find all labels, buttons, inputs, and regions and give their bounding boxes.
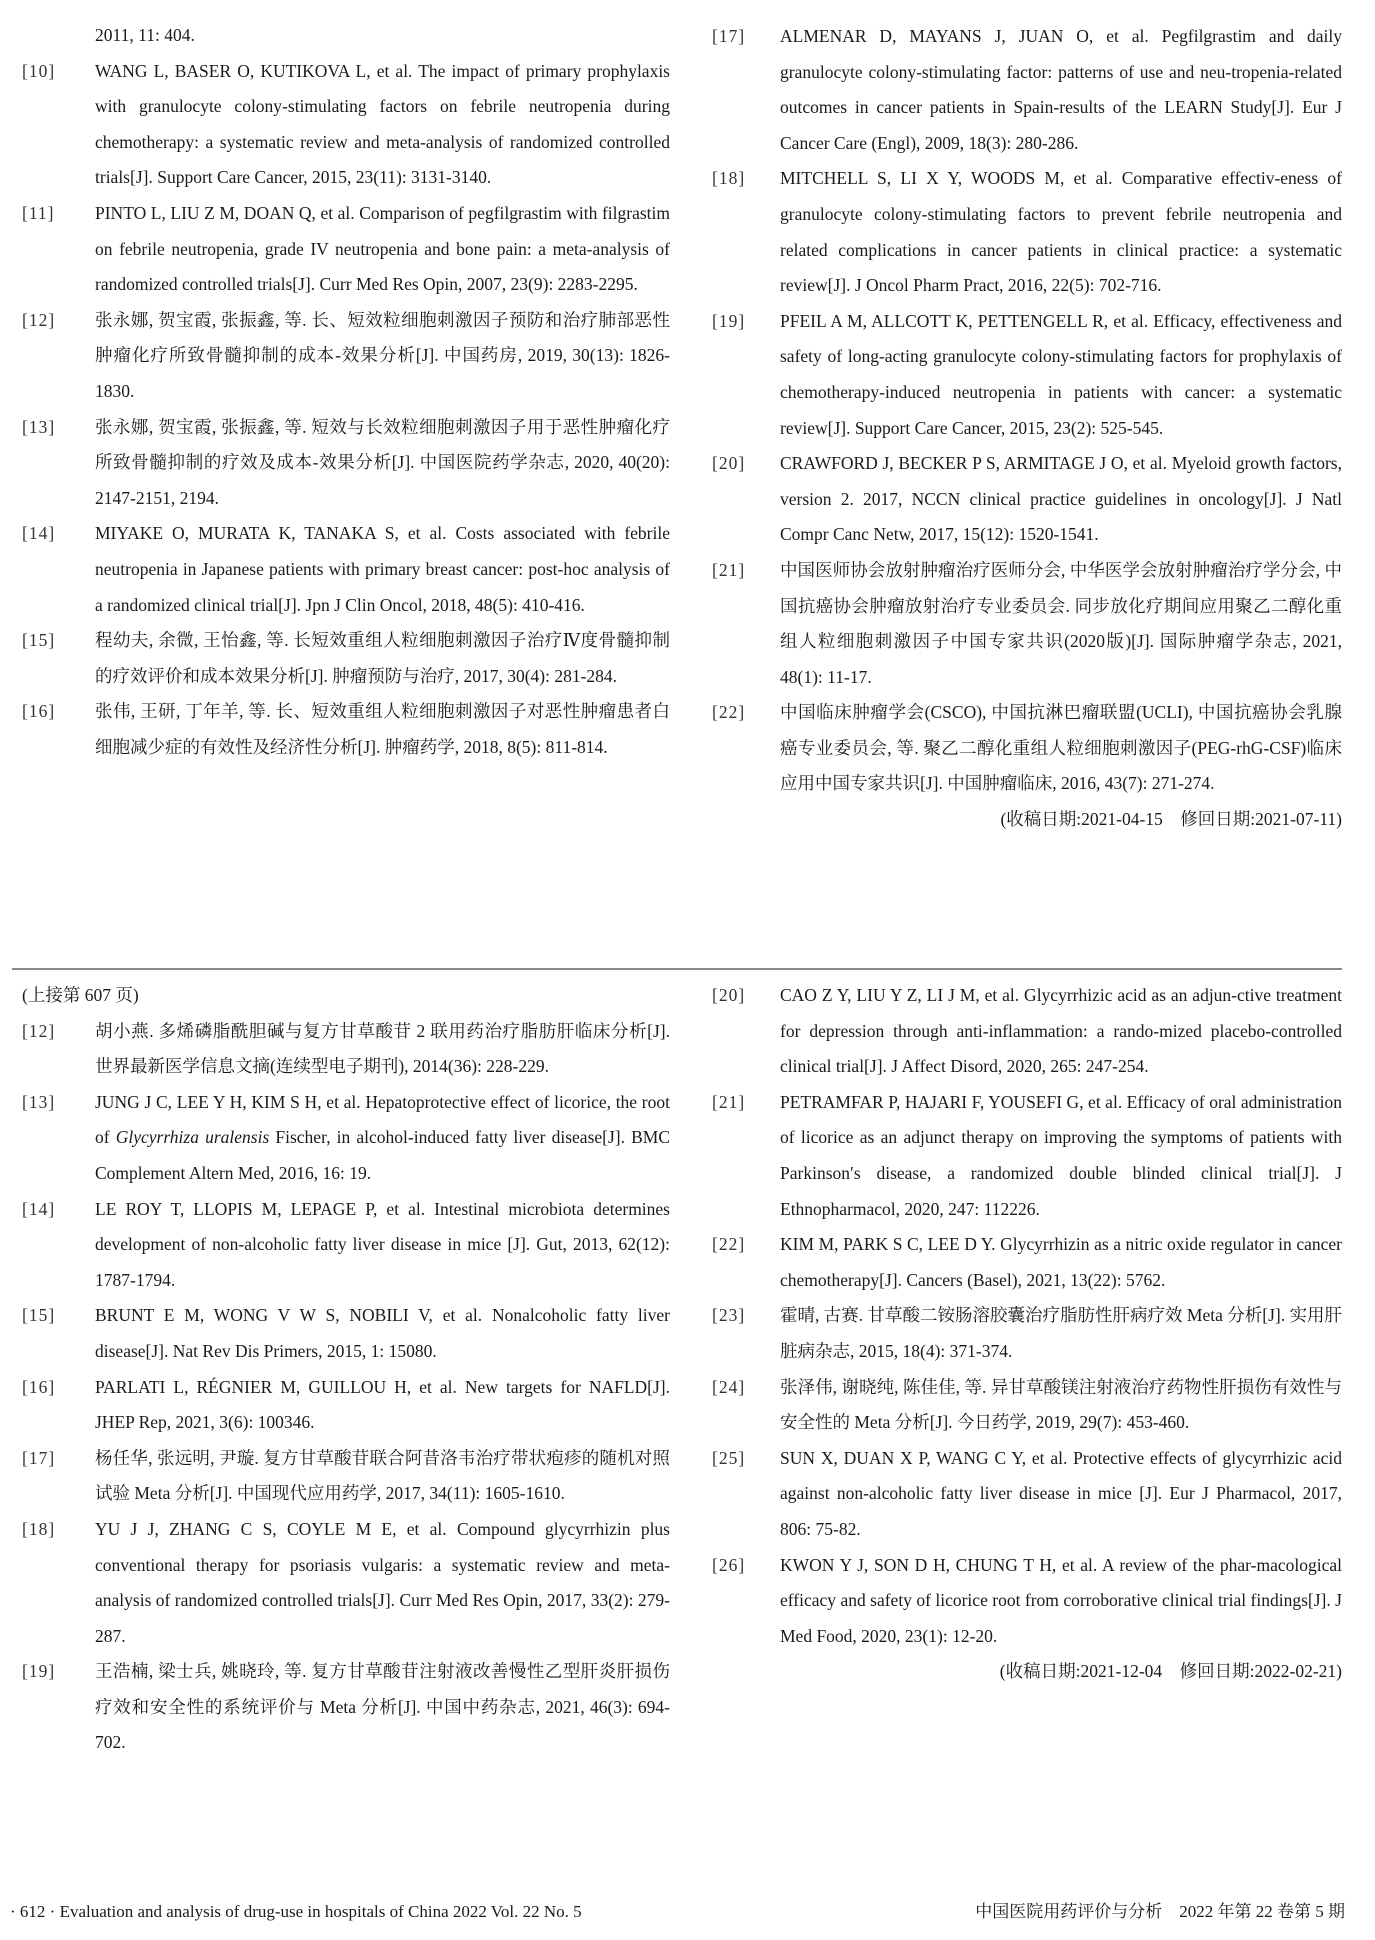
reference-text: PARLATI L, RÉGNIER M, GUILLOU H, et al. New targets for NAFLD[J]. JHEP Rep, 2021, 3(6): 100346. bbox=[95, 1376, 670, 1433]
reference-item bbox=[22, 694, 670, 765]
reference-item bbox=[712, 553, 1342, 695]
reference-text: 张伟, 王研, 丁年羊, 等. 长、短效重组人粒细胞刺激因子对恶性肿瘤患者白细胞减少症的有效性及经济性分析[J]. 肿瘤药学, 2018, 8(5): 811-814. bbox=[95, 701, 670, 757]
reference-item bbox=[712, 695, 1342, 802]
references-top-right-column bbox=[712, 19, 1342, 838]
reference-number: [13] bbox=[22, 416, 56, 437]
reference-text: 杨任华, 张远明, 尹璇. 复方甘草酸苷联合阿昔洛韦治疗带状疱疹的随机对照试验 Meta 分析[J]. 中国现代应用药学, 2017, 34(11): 1605-1610. bbox=[95, 1447, 670, 1504]
reference-text: 张永娜, 贺宝霞, 张振鑫, 等. 短效与长效粒细胞刺激因子用于恶性肿瘤化疗所致骨髓抑制的疗效及成本-效果分析[J]. 中国医院药学杂志, 2020, 40(20): 2147-2151, 2194. bbox=[95, 416, 670, 508]
reference-text: CAO Z Y, LIU Y Z, LI J M, et al. Glycyrrhizic acid as an adjun-ctive treatment for depression through anti-inflammation: a rando-mized placebo-controlled clinical trial[J]. J Affect Disord, 2020, 265: 247-254. bbox=[780, 985, 1342, 1077]
reference-number: [19] bbox=[22, 1661, 56, 1682]
reference-text bbox=[95, 1085, 670, 1192]
received-date-note: (收稿日期:2021-04-15 修回日期:2021-07-11) bbox=[1000, 809, 1342, 830]
reference-item bbox=[712, 19, 1342, 161]
reference-item bbox=[22, 1512, 670, 1654]
reference-number: [25] bbox=[712, 1447, 746, 1468]
reference-number: [19] bbox=[712, 310, 746, 331]
reference-text-part: Fischer, in alcohol-induced fatty liver disease[J]. BMC Complement Altern Med, 2016, 16: 19. bbox=[95, 1127, 670, 1183]
reference-number: [16] bbox=[22, 1376, 56, 1397]
reference-text: YU J J, ZHANG C S, COYLE M E, et al. Compound glycyrrhizin plus conventional therapy for psoriasis vulgaris: a systematic review and meta-analysis of randomized controlled trials[J]. Curr Med Res Opin, 2017, 33(2): 279-287. bbox=[95, 1518, 670, 1646]
references-bottom-left-column bbox=[22, 978, 670, 1761]
reference-text: KWON Y J, SON D H, CHUNG T H, et al. A review of the phar-macological efficacy and safety of licorice root from corroborative clinical trial findings[J]. J Med Food, 2020, 23(1): 12-20. bbox=[780, 1554, 1342, 1646]
reference-item bbox=[22, 196, 670, 303]
reference-text: PINTO L, LIU Z M, DOAN Q, et al. Comparison of pegfilgrastim with filgrastim on febrile neutropenia, grade IV neutropenia and bone pain: a meta-analysis of randomized controlled trials[J]. Curr Med Res Opin, 2007, 23(9): 2283-2295. bbox=[95, 202, 670, 295]
section-divider bbox=[12, 968, 1342, 970]
reference-item bbox=[22, 623, 670, 694]
reference-item bbox=[22, 1370, 670, 1441]
received-date-note: (收稿日期:2021-12-04 修回日期:2022-02-21) bbox=[999, 1661, 1342, 1682]
reference-number: [20] bbox=[712, 985, 746, 1005]
reference-text: SUN X, DUAN X P, WANG C Y, et al. Protective effects of glycyrrhizic acid against non-alcoholic fatty liver disease in mice [J]. Eur J Pharmacol, 2017, 806: 75-82. bbox=[780, 1447, 1342, 1539]
reference-item bbox=[22, 1441, 670, 1512]
reference-number: [20] bbox=[712, 453, 746, 474]
reference-text: 中国医师协会放射肿瘤治疗医师分会, 中华医学会放射肿瘤治疗学分会, 中国抗癌协会肿瘤放射治疗专业委员会. 同步放化疗期间应用聚乙二醇化重组人粒细胞刺激因子中国专家共识(2020版)[J]. 国际肿瘤学杂志, 2021, 48(1): 11-17. bbox=[780, 559, 1342, 687]
reference-text: PETRAMFAR P, HAJARI F, YOUSEFI G, et al. Efficacy of oral administration of licorice as an adjunct therapy on improving the symptoms of patients with Parkinson′s disease, a randomized double blinded clinical trial[J]. J Ethnopharmacol, 2020, 247: 112226. bbox=[780, 1091, 1342, 1219]
reference-text: MIYAKE O, MURATA K, TANAKA S, et al. Costs associated with febrile neutropenia in Japanese patients with primary breast cancer: post-hoc analysis of a randomized clinical trial[J]. Jpn J Clin Oncol, 2018, 48(5): 410-416. bbox=[95, 523, 670, 615]
reference-item bbox=[712, 161, 1342, 303]
reference-number: [22] bbox=[712, 702, 746, 723]
reference-item bbox=[22, 303, 670, 410]
reference-item bbox=[22, 1014, 670, 1085]
reference-item bbox=[22, 516, 670, 623]
references-bottom-right-column bbox=[712, 978, 1342, 1690]
reference-number: [12] bbox=[22, 309, 56, 330]
footer-chinese-journal-info: 中国医院用药评价与分析 2022 年第 22 卷第 5 期 bbox=[975, 1902, 1345, 1921]
reference-item bbox=[22, 410, 670, 517]
reference-number: [26] bbox=[712, 1554, 746, 1575]
reference-continuation: 2011, 11: 404. bbox=[95, 25, 195, 45]
reference-text-part: JUNG J C, LEE Y H, KIM S H, et al. Hepatoprotective effect of licorice, the root of bbox=[95, 1091, 670, 1148]
reference-text: LE ROY T, LLOPIS M, LEPAGE P, et al. Intestinal microbiota determines development of non-alcoholic fatty liver disease in mice [J]. Gut, 2013, 62(12): 1787-1794. bbox=[95, 1198, 670, 1290]
reference-item bbox=[712, 446, 1342, 553]
reference-text: KIM M, PARK S C, LEE D Y. Glycyrrhizin as a nitric oxide regulator in cancer chemotherapy[J]. Cancers (Basel), 2021, 13(22): 5762. bbox=[780, 1234, 1342, 1290]
reference-item bbox=[22, 1192, 670, 1299]
species-name-italic: Glycyrrhiza uralensis bbox=[115, 1127, 270, 1148]
footer-english-journal-info: · 612 · Evaluation and analysis of drug-use in hospitals of China 2022 Vol. 22 No. 5 bbox=[10, 1902, 582, 1921]
reference-number: [24] bbox=[712, 1376, 746, 1397]
reference-item bbox=[22, 1654, 670, 1761]
reference-item bbox=[712, 304, 1342, 446]
reference-number: [18] bbox=[22, 1518, 56, 1539]
reference-number: [21] bbox=[712, 559, 746, 580]
reference-text: 程幼夫, 余微, 王怡鑫, 等. 长短效重组人粒细胞刺激因子治疗Ⅳ度骨髓抑制的疗效评价和成本效果分析[J]. 肿瘤预防与治疗, 2017, 30(4): 281-284. bbox=[95, 630, 670, 686]
reference-text: ALMENAR D, MAYANS J, JUAN O, et al. Pegfilgrastim and daily granulocyte colony-stimulating factor: patterns of use and neu-tropenia-related outcomes in cancer patients in Spain-results of the LEARN Study[J]. Eur J Cancer Care (Engl), 2009, 18(3): 280-286. bbox=[780, 26, 1342, 153]
reference-text: 中国临床肿瘤学会(CSCO), 中国抗淋巴瘤联盟(UCLI), 中国抗癌协会乳腺癌专业委员会, 等. 聚乙二醇化重组人粒细胞刺激因子(PEG-rhG-CSF)临床应用中国专家共识[J]. 中国肿瘤临床, 2016, 43(7): 271-274. bbox=[780, 702, 1342, 794]
reference-item bbox=[712, 1370, 1342, 1441]
reference-item bbox=[712, 1085, 1342, 1227]
reference-number: [17] bbox=[22, 1447, 56, 1468]
reference-number: [18] bbox=[712, 168, 746, 189]
reference-text: MITCHELL S, LI X Y, WOODS M, et al. Comparative effectiv-eness of granulocyte colony-stimulating factors to prevent febrile neutropenia and related complications in cancer patients in clinical practice: a systematic review[J]. J Oncol Pharm Pract, 2016, 22(5): 702-716. bbox=[780, 168, 1342, 296]
reference-item bbox=[22, 1085, 670, 1192]
reference-number: [15] bbox=[22, 1305, 56, 1326]
reference-text: 胡小燕. 多烯磷脂酰胆碱与复方甘草酸苷 2 联用药治疗脂肪肝临床分析[J]. 世界最新医学信息文摘(连续型电子期刊), 2014(36): 228-229. bbox=[95, 1020, 670, 1077]
reference-number: [15] bbox=[22, 630, 56, 651]
reference-number: [10] bbox=[22, 60, 56, 81]
reference-text: PFEIL A M, ALLCOTT K, PETTENGELL R, et al. Efficacy, effectiveness and safety of long-acting granulocyte colony-stimulating factors for prophylaxis of chemotherapy-induced neutropenia in patients with cancer: a systematic review[J]. Support Care Cancer, 2015, 23(2): 525-545. bbox=[780, 310, 1342, 438]
reference-number: [13] bbox=[22, 1091, 56, 1112]
reference-number: [14] bbox=[22, 523, 56, 544]
reference-number: [17] bbox=[712, 26, 746, 46]
references-top-left-column bbox=[22, 18, 670, 765]
reference-text: 王浩楠, 梁士兵, 姚晓玲, 等. 复方甘草酸苷注射液改善慢性乙型肝炎肝损伤疗效和安全性的系统评价与 Meta 分析[J]. 中国中药杂志, 2021, 46(3): 694-702. bbox=[95, 1661, 670, 1753]
reference-item bbox=[712, 1227, 1342, 1298]
reference-item bbox=[712, 1298, 1342, 1369]
reference-number: [14] bbox=[22, 1198, 56, 1219]
reference-item bbox=[712, 1548, 1342, 1655]
reference-text: BRUNT E M, WONG V W S, NOBILI V, et al. Nonalcoholic fatty liver disease[J]. Nat Rev Dis Primers, 2015, 1: 15080. bbox=[95, 1305, 670, 1361]
reference-item bbox=[22, 1298, 670, 1369]
reference-number: [21] bbox=[712, 1091, 746, 1112]
reference-number: [11] bbox=[22, 202, 55, 223]
reference-text: 张永娜, 贺宝霞, 张振鑫, 等. 长、短效粒细胞刺激因子预防和治疗肺部恶性肿瘤化疗所致骨髓抑制的成本-效果分析[J]. 中国药房, 2019, 30(13): 1826-1830. bbox=[95, 309, 670, 401]
reference-number: [23] bbox=[712, 1305, 746, 1326]
continued-from-note: (上接第 607 页) bbox=[22, 985, 139, 1005]
reference-text: WANG L, BASER O, KUTIKOVA L, et al. The impact of primary prophylaxis with granulocyte colony-stimulating factors on febrile neutropenia during chemotherapy: a systematic review and meta-analysis of randomized controlled trials[J]. Support Care Cancer, 2015, 23(11): 3131-3140. bbox=[95, 60, 670, 188]
reference-item bbox=[712, 1441, 1342, 1548]
reference-item bbox=[22, 54, 670, 196]
reference-text: CRAWFORD J, BECKER P S, ARMITAGE J O, et al. Myeloid growth factors, version 2. 2017, NCCN clinical practice guidelines in oncology[J]. J Natl Compr Canc Netw, 2017, 15(12): 1520-1541. bbox=[780, 453, 1342, 545]
reference-text: 张泽伟, 谢晓纯, 陈佳佳, 等. 异甘草酸镁注射液治疗药物性肝损伤有效性与安全性的 Meta 分析[J]. 今日药学, 2019, 29(7): 453-460. bbox=[780, 1376, 1342, 1433]
reference-number: [12] bbox=[22, 1020, 56, 1041]
reference-number: [16] bbox=[22, 701, 56, 722]
reference-text: 霍晴, 古赛. 甘草酸二铵肠溶胶囊治疗脂肪性肝病疗效 Meta 分析[J]. 实用肝脏病杂志, 2015, 18(4): 371-374. bbox=[780, 1305, 1342, 1361]
reference-number: [22] bbox=[712, 1234, 746, 1255]
reference-item bbox=[712, 978, 1342, 1085]
